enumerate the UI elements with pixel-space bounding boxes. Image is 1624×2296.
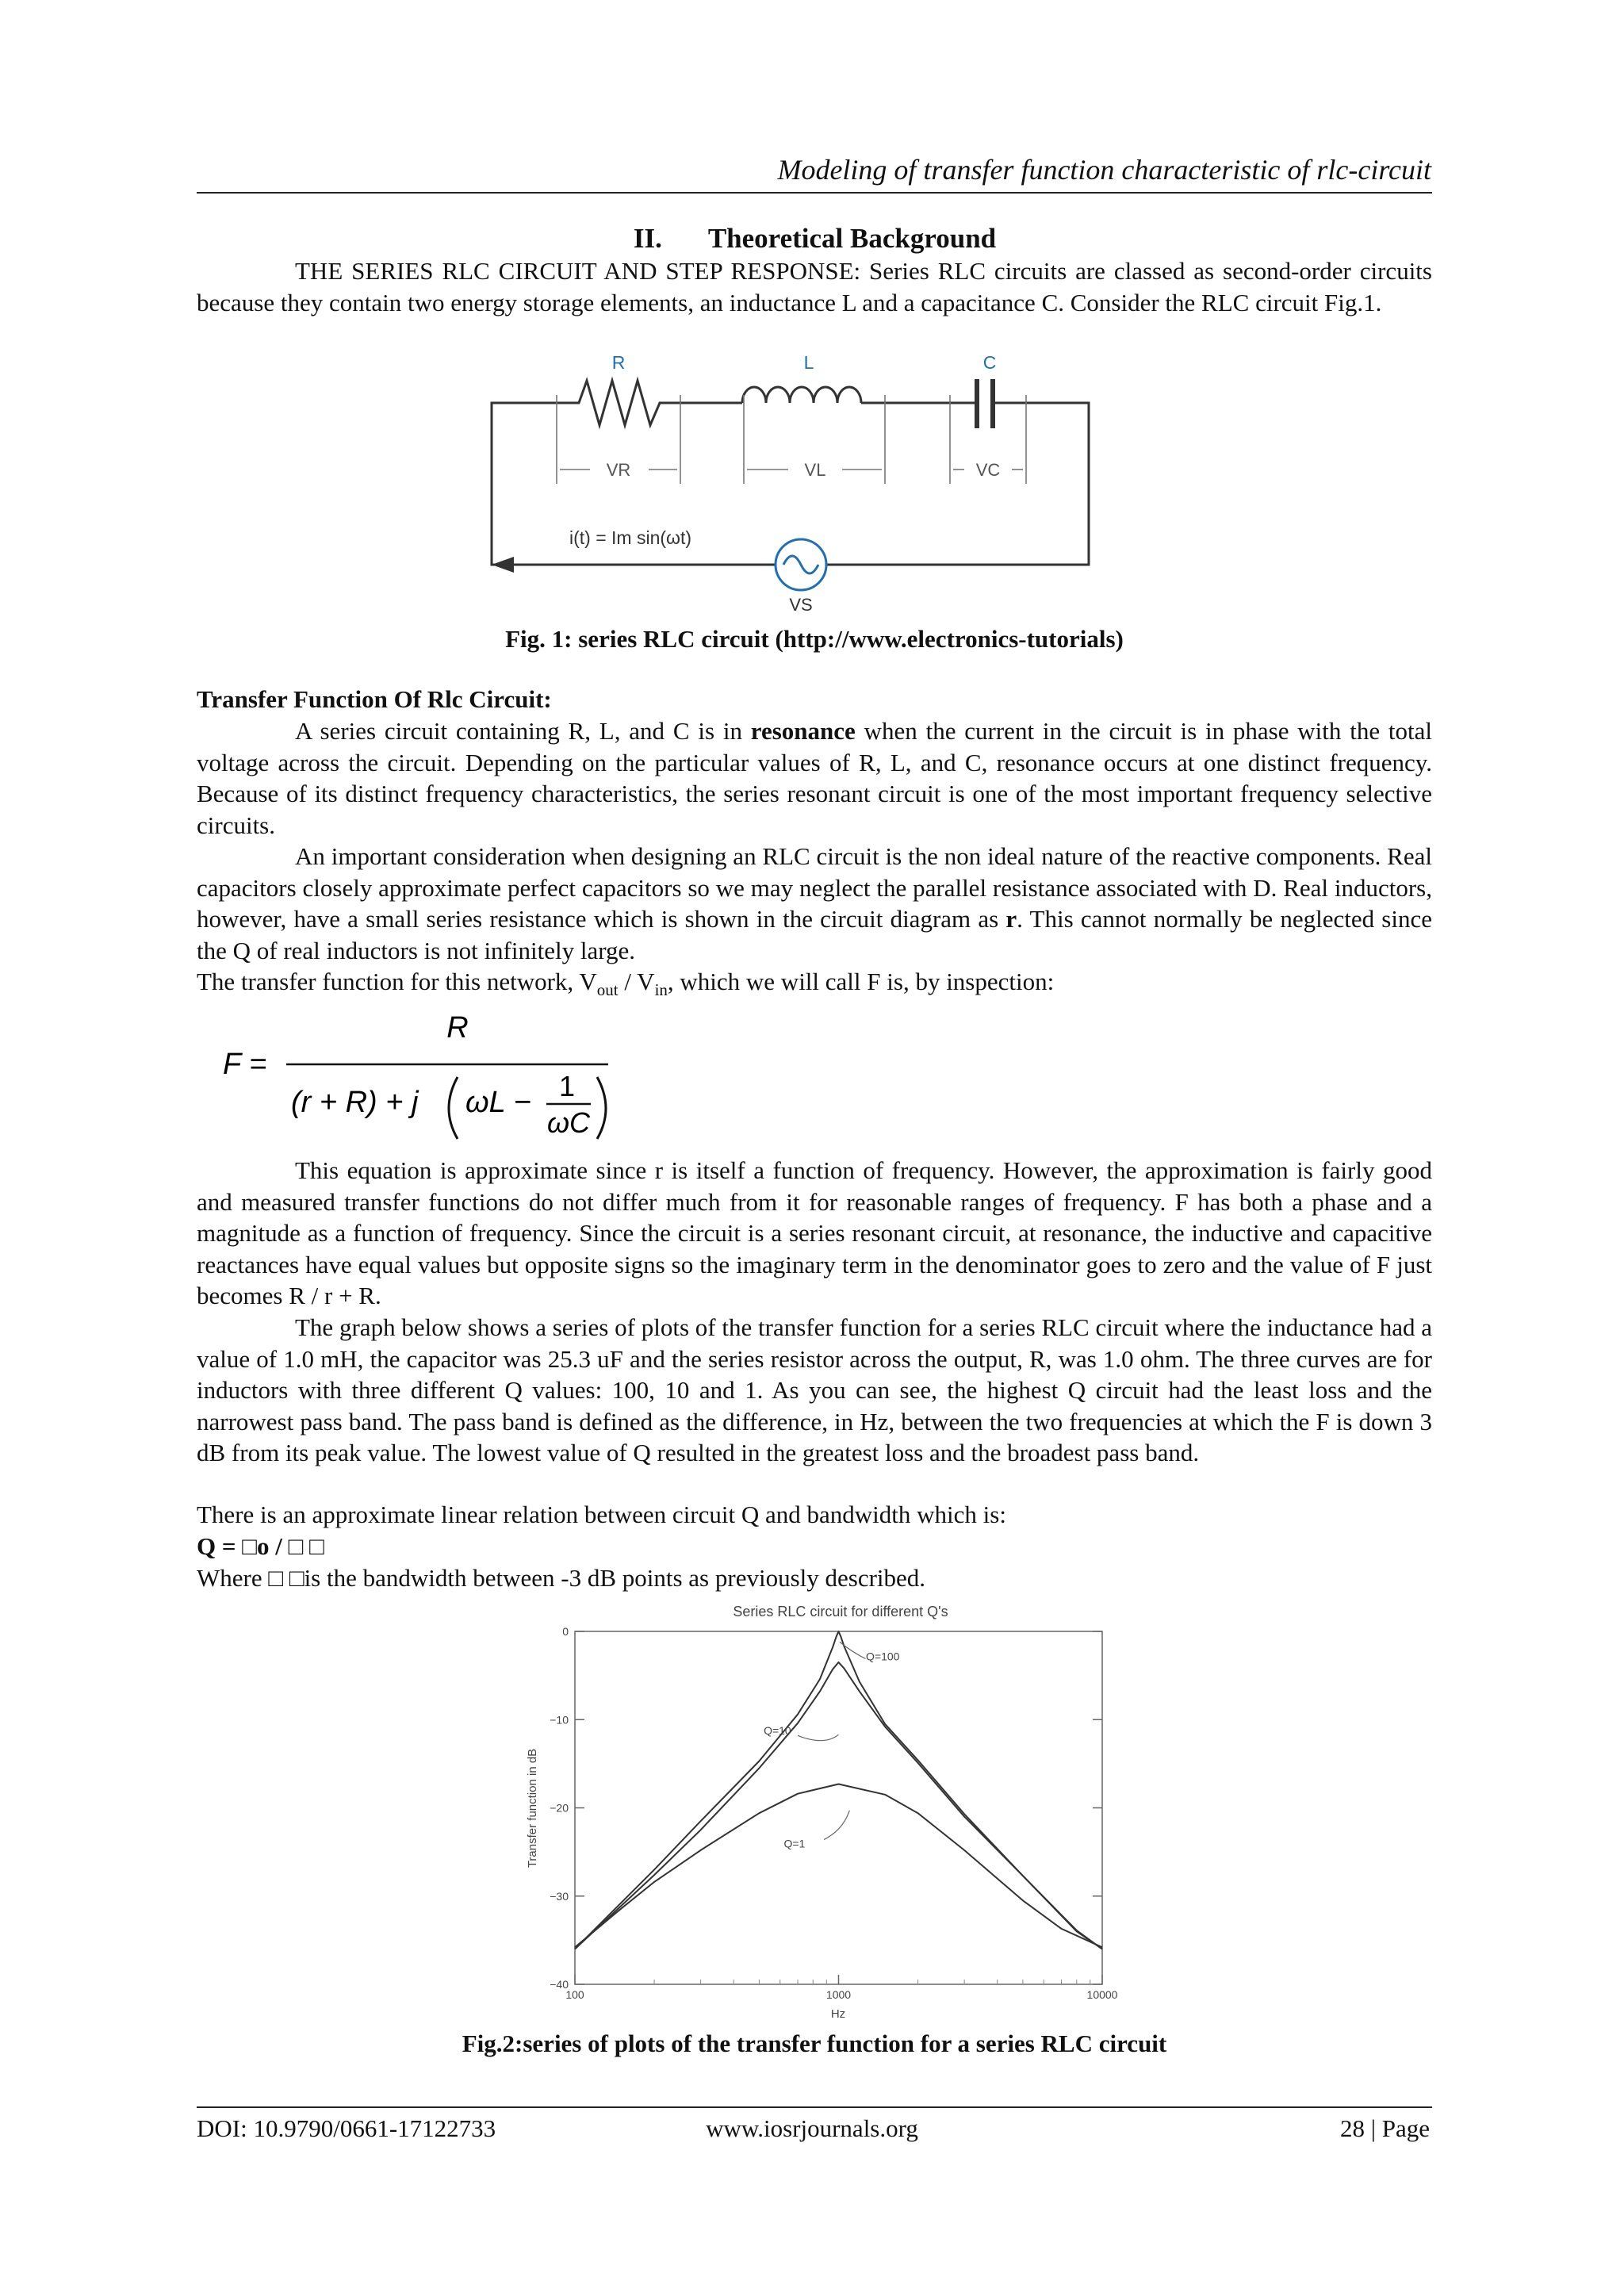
intro-lead: THE SERIES RLC CIRCUIT AND STEP RESPONSE: <box>295 257 861 285</box>
section-title-text: Theoretical Background <box>707 223 997 254</box>
series-line-q-10 <box>575 1662 1102 1949</box>
transfer-function-heading: Transfer Function Of Rlc Circuit: <box>197 685 552 713</box>
footer-rule <box>197 2106 1432 2108</box>
formula-left-paren <box>449 1077 458 1139</box>
footer-website-link[interactable]: www.iosrjournals.org <box>706 2114 918 2142</box>
paragraph-resonance <box>197 715 1432 841</box>
intro-paragraph <box>197 255 1432 318</box>
annotation-leader <box>824 1811 849 1840</box>
chart-title: Series RLC circuit for different Q's <box>733 1604 948 1619</box>
p1-bold-resonance: resonance <box>750 717 856 745</box>
x-tick-label: 10000 <box>1086 1988 1118 2001</box>
p3-text-c: , which we will call F is, by inspection: <box>667 968 1055 995</box>
header-rule <box>197 192 1432 194</box>
p1-text-a: A series circuit containing R, L, and C is in <box>295 717 751 745</box>
paragraph-nonideal <box>197 841 1432 966</box>
p3-text-b: / V <box>618 968 655 995</box>
fig1-circuit-diagram <box>476 349 1110 623</box>
label-vr: VR <box>606 460 631 480</box>
formula-numerator: R <box>446 1011 469 1045</box>
section-heading <box>198 222 1431 255</box>
running-header: Modeling of transfer function characteristic of rlc-circuit <box>777 154 1431 186</box>
annotation-leader <box>840 1642 866 1658</box>
footer-page-number: 28 | Page <box>1340 2114 1430 2142</box>
label-l: L <box>803 352 814 373</box>
where-line <box>197 1562 925 1594</box>
annotation-label: Q=100 <box>866 1650 900 1663</box>
p2-text-b: . This cannot normally be neglected since the Q of real inductors is not infinitely large. <box>197 905 1432 964</box>
paragraph-graph-description: The graph below shows a series of plots of the transfer function for a series RLC circuit where the inductance had a value of 1.0 mH, the capacitor was 25.3 uF and the series resistor across the output, R, was 1.0 ohm. The three curves are for inductors with three different Q values: 100, 10 and 1. As you can see, the highest Q circuit had the least loss and the narrowest pass band. The pass band is defined as the difference, in Hz, between the two frequencies at which the F is down 3 dB from its peak value. The lowest value of Q resulted in the greatest loss and the broadest pass band. <box>197 1313 1432 1466</box>
y-axis-label: Transfer function in dB <box>526 1748 539 1869</box>
annotation-label: Q=10 <box>764 1724 791 1738</box>
formula-lhs: F = <box>223 1048 267 1081</box>
p1-text-b: when the current in the circuit is in phase with the total voltage across the circuit. Depending on the particular values of R, L, and C, resonance occurs at one distinct frequency. Because of its distinct frequency characteristics, the series resonant circuit is one of the most important frequency selective circuits. <box>197 717 1432 839</box>
label-vl: VL <box>804 460 826 480</box>
label-vc: VC <box>975 460 1001 480</box>
x-axis-label: Hz <box>830 2007 846 2021</box>
y-tick-label: 0 <box>562 1625 569 1638</box>
p2-text-a: An important consideration when designing an RLC circuit is the non ideal nature of the reactive components. Real capacitors closely approximate perfect capacitors so we may neglect the parallel resistance associated with D. Real inductors, however, have a small series resistance which is shown in the circuit diagram as <box>197 842 1432 933</box>
formula-den-wl: ωL − <box>465 1086 531 1119</box>
fig2-chart <box>508 1596 1166 2024</box>
fig2-caption: Fig.2:series of plots of the transfer function for a series RLC circuit <box>462 2030 1167 2057</box>
intro-text: Series RLC circuits are classed as second-order circuits because they contain two energy storage elements, an inductance L and a capacitance C. Consider the RLC circuit Fig.1. <box>197 257 1432 316</box>
q-equation: Q = □o / □ □ <box>197 1532 324 1560</box>
x-tick-label: 100 <box>565 1988 584 2001</box>
p3-sub-in: in <box>654 980 668 1000</box>
p2-bold-r: r <box>1005 905 1017 933</box>
y-tick-label: −10 <box>550 1713 569 1727</box>
fig1-caption: Fig. 1: series RLC circuit (http://www.electronics-tutorials) <box>505 625 1124 653</box>
formula-frac-den: ωC <box>546 1106 591 1139</box>
p3-sub-out: out <box>596 980 619 1000</box>
paragraph-transfer-intro <box>197 966 1432 1006</box>
y-tick-label: −30 <box>550 1889 569 1903</box>
label-current: i(t) = Im sin(ωt) <box>569 527 692 548</box>
footer-doi: DOI: 10.9790/0661-17122733 <box>197 2114 496 2142</box>
formula-den-part1: (r + R) + j <box>291 1086 419 1119</box>
paragraph-q-bandwidth: There is an approximate linear relation between circuit Q and bandwidth which is: <box>197 1501 1006 1528</box>
x-tick-label: 1000 <box>825 1988 852 2001</box>
p3-text-a: The transfer function for this network, V <box>197 968 597 995</box>
y-tick-label: −20 <box>550 1801 569 1815</box>
formula-right-paren <box>597 1077 606 1139</box>
paragraph-approximation: This equation is approximate since r is itself a function of frequency. However, the approximation is fairly good and measured transfer functions do not differ much from it for reasonable ranges of frequency. F has both a phase and a magnitude as a function of frequency. Since the circuit is a series resonant circuit, at resonance, the inductive and capacitive reactances have equal values but opposite signs so the imaginary term in the denominator goes to zero and the value of F just becomes R / r + R. <box>197 1156 1432 1309</box>
y-tick-label: −40 <box>550 1978 569 1991</box>
annotation-leader <box>798 1734 839 1741</box>
section-number: II. <box>633 223 662 254</box>
where-prefix: Where □ □ <box>197 1564 304 1592</box>
transfer-function-formula <box>218 1006 630 1140</box>
formula-frac-num: 1 <box>558 1070 576 1102</box>
label-vs: VS <box>789 595 813 615</box>
plot-frame <box>575 1631 1102 1984</box>
label-c: C <box>982 352 997 373</box>
current-arrow-icon <box>492 557 514 573</box>
label-r: R <box>611 352 626 373</box>
where-text: is the bandwidth between -3 dB points as previously described. <box>304 1564 926 1592</box>
series-line-q-1 <box>575 1784 1102 1948</box>
annotation-label: Q=1 <box>783 1837 806 1850</box>
